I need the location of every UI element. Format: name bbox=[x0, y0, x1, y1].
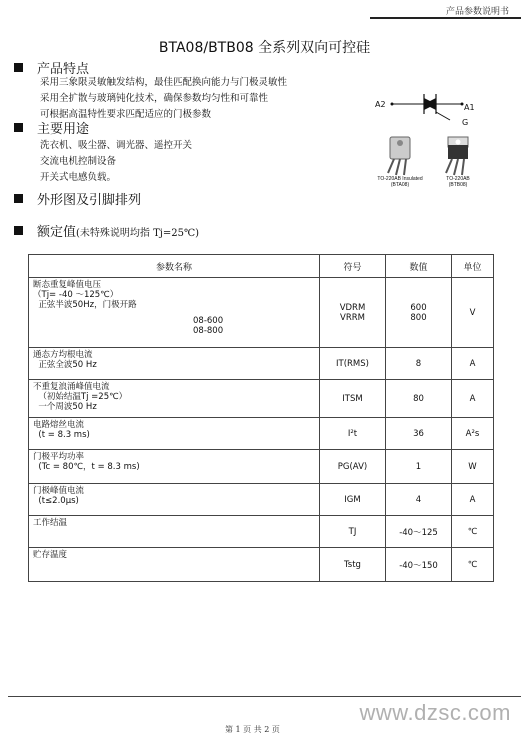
param-name: 电路熔丝电流 (t = 8.3 ms) bbox=[29, 418, 320, 450]
pkg1-caption: TO-220AB Insulated (BTA08) bbox=[377, 176, 423, 188]
param-value: 600 800 bbox=[386, 278, 452, 348]
param-name: 门极峰值电流 (t≤2.0μs) bbox=[29, 484, 320, 516]
pin-g-label: G bbox=[462, 118, 469, 127]
bullet-square-icon bbox=[14, 63, 23, 72]
param-value: 4 bbox=[386, 484, 452, 516]
feature-line: 可根据高温特性要求匹配适应的门极参数 bbox=[40, 109, 212, 120]
param-symbol: PG(AV) bbox=[320, 450, 386, 484]
param-name: 通态方均根电流 正弦全波50 Hz bbox=[29, 348, 320, 380]
application-line: 交流电机控制设备 bbox=[40, 156, 117, 167]
param-symbol: ITSM bbox=[320, 380, 386, 418]
pin-a2-label: A2 bbox=[375, 100, 386, 109]
watermark-text: www.dzsc.com bbox=[359, 700, 511, 725]
col-header-unit: 单位 bbox=[452, 255, 494, 278]
bullet-square-icon bbox=[14, 194, 23, 203]
feature-line: 采用三象限灵敏触发结构，最佳匹配换向能力与门极灵敏性 bbox=[40, 77, 288, 88]
table-row bbox=[29, 484, 494, 516]
table-row bbox=[29, 348, 494, 380]
feature-line: 采用全扩散与玻璃钝化技术，确保参数均匀性和可靠性 bbox=[40, 93, 269, 104]
param-symbol: I²t bbox=[320, 418, 386, 450]
table-row bbox=[29, 418, 494, 450]
section-ratings: 额定值(未特殊说明均指 Tj=25℃) bbox=[14, 221, 199, 240]
table-row bbox=[29, 516, 494, 548]
param-unit: V bbox=[452, 278, 494, 348]
col-header-symbol: 符号 bbox=[320, 255, 386, 278]
param-value: 80 bbox=[386, 380, 452, 418]
table-row bbox=[29, 450, 494, 484]
param-value: 36 bbox=[386, 418, 452, 450]
section-features: 产品特点 bbox=[14, 58, 89, 77]
param-symbol: IT(RMS) bbox=[320, 348, 386, 380]
param-value: 1 bbox=[386, 450, 452, 484]
section-package: 外形图及引脚排列 bbox=[14, 189, 141, 208]
application-line: 开关式电感负载。 bbox=[40, 172, 117, 183]
section-applications: 主要用途 bbox=[14, 118, 89, 137]
param-unit: ℃ bbox=[452, 516, 494, 548]
ratings-note: (未特殊说明均指 Tj=25℃) bbox=[76, 228, 200, 239]
package-to220-icon bbox=[434, 135, 482, 177]
param-symbol: Tstg bbox=[320, 548, 386, 582]
header-rule bbox=[370, 17, 521, 19]
page-number: 第 1 页 共 2 页 bbox=[225, 725, 280, 734]
ratings-table bbox=[28, 254, 494, 582]
param-name: 断态重复峰值电压 （Tj= -40 ～125℃） 正弦半波50Hz，门极开路 bbox=[33, 280, 137, 310]
param-unit: A bbox=[452, 348, 494, 380]
param-name: 不重复浪涌峰值电流 （初始结温Tj =25℃） 一个周波50 Hz bbox=[29, 380, 320, 418]
param-unit: A bbox=[452, 380, 494, 418]
table-row bbox=[29, 380, 494, 418]
param-name: 贮存温度 bbox=[29, 548, 320, 582]
col-header-value: 数值 bbox=[386, 255, 452, 278]
doc-header-label: 产品参数说明书 bbox=[445, 7, 509, 17]
param-value: 8 bbox=[386, 348, 452, 380]
table-header-row bbox=[29, 255, 494, 278]
pkg2-caption: TO-220AB (BTB08) bbox=[446, 176, 470, 188]
table-row bbox=[29, 548, 494, 582]
param-unit: W bbox=[452, 450, 494, 484]
param-name: 工作结温 bbox=[29, 516, 320, 548]
col-header-param: 参数名称 bbox=[29, 255, 320, 278]
param-symbol: VDRM VRRM bbox=[320, 278, 386, 348]
pin-a1-label: A1 bbox=[464, 103, 475, 112]
param-name: 门极平均功率 (Tc = 80℃，t = 8.3 ms) bbox=[29, 450, 320, 484]
param-unit: A²s bbox=[452, 418, 494, 450]
param-unit: ℃ bbox=[452, 548, 494, 582]
param-value: -40～125 bbox=[386, 516, 452, 548]
page-title: BTA08/BTB08 全系列双向可控硅 bbox=[158, 40, 371, 56]
bullet-square-icon bbox=[14, 226, 23, 235]
package-to220-insulated-icon bbox=[376, 135, 424, 177]
param-variant: 08-600 08-800 bbox=[193, 316, 224, 336]
param-value: -40～150 bbox=[386, 548, 452, 582]
bullet-square-icon bbox=[14, 123, 23, 132]
param-unit: A bbox=[452, 484, 494, 516]
application-line: 洗衣机、吸尘器、调光器、遥控开关 bbox=[40, 140, 193, 151]
param-symbol: IGM bbox=[320, 484, 386, 516]
param-symbol: TJ bbox=[320, 516, 386, 548]
table-row bbox=[29, 278, 494, 348]
footer-rule bbox=[8, 696, 521, 697]
